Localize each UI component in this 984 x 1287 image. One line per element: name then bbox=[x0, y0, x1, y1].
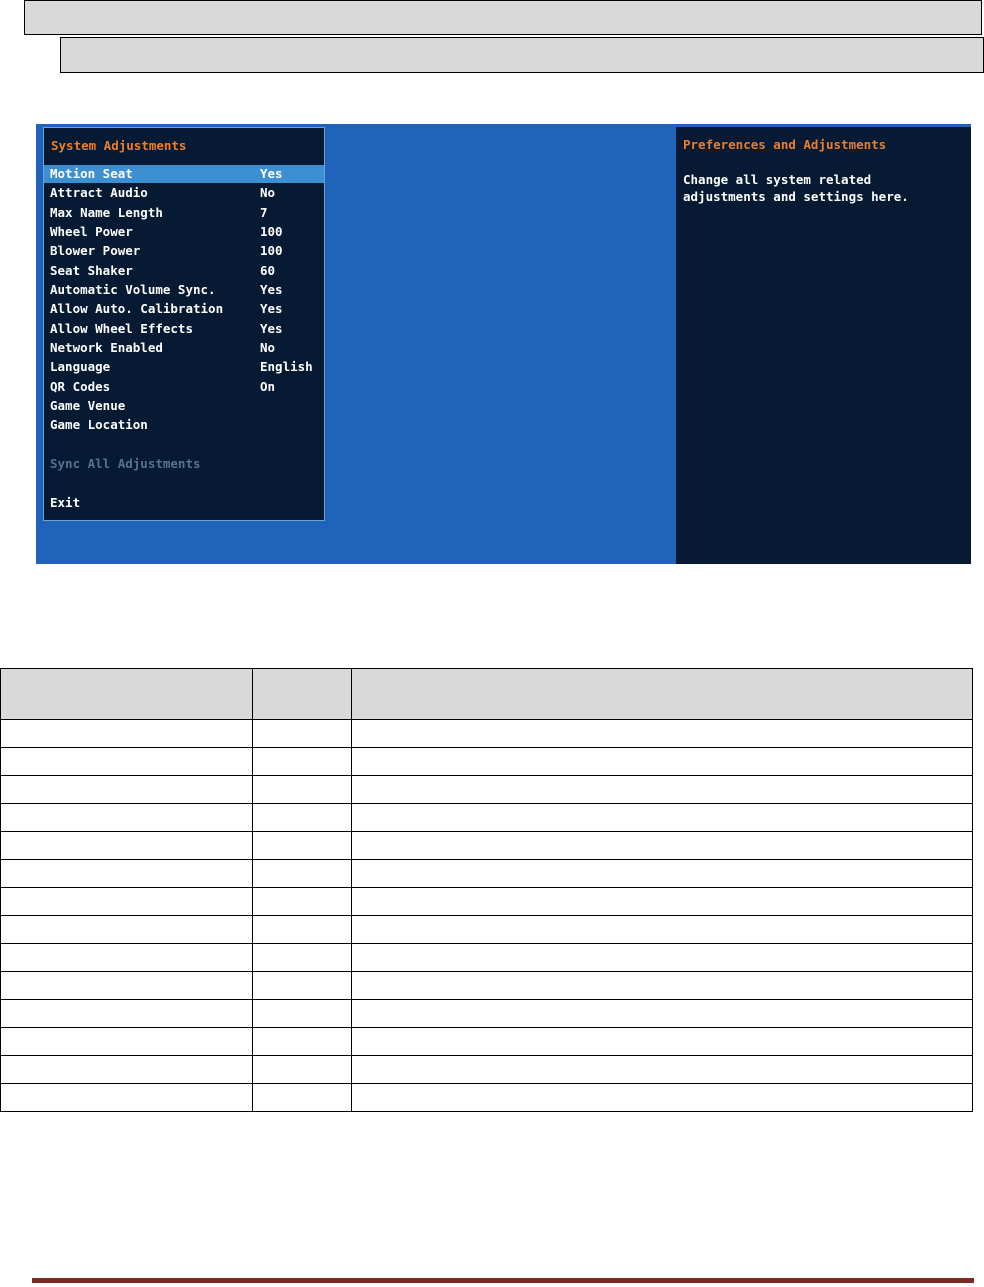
menu-item-value: No bbox=[260, 185, 276, 200]
table-row bbox=[1, 1056, 973, 1084]
menu-item-label: Network Enabled bbox=[50, 340, 163, 355]
menu-item-label: Attract Audio bbox=[50, 185, 148, 200]
menu-item-value: No bbox=[260, 340, 276, 355]
menu-item-label: Wheel Power bbox=[50, 224, 133, 239]
table-header-cell bbox=[352, 669, 973, 720]
menu-item-game-location[interactable] bbox=[44, 416, 324, 434]
menu-item-label: Motion Seat bbox=[50, 166, 133, 181]
menu-item-motion-seat[interactable] bbox=[44, 165, 324, 183]
document-subheader-bar bbox=[60, 37, 984, 73]
table-row bbox=[1, 1084, 973, 1112]
menu-item-value: 100 bbox=[260, 224, 283, 239]
menu-item-value: Yes bbox=[260, 301, 283, 316]
menu-item-wheel-power[interactable] bbox=[44, 223, 324, 241]
menu-item-network-enabled[interactable] bbox=[44, 339, 324, 357]
footer-divider bbox=[32, 1278, 974, 1283]
menu-item-sync-all-adjustments bbox=[44, 455, 324, 473]
table-row bbox=[1, 972, 973, 1000]
menu-item-attract-audio[interactable] bbox=[44, 184, 324, 202]
table-header-row bbox=[1, 669, 973, 720]
menu-item-label: Allow Auto. Calibration bbox=[50, 301, 224, 316]
table-row bbox=[1, 832, 973, 860]
table-row bbox=[1, 804, 973, 832]
table-row bbox=[1, 916, 973, 944]
menu-item-language[interactable] bbox=[44, 358, 324, 376]
menu-item-label: Exit bbox=[50, 495, 81, 510]
menu-item-label: Language bbox=[50, 359, 111, 374]
table-row bbox=[1, 944, 973, 972]
game-settings-screen bbox=[36, 124, 971, 564]
menu-item-value: Yes bbox=[260, 282, 283, 297]
table-row bbox=[1, 888, 973, 916]
table-row bbox=[1, 720, 973, 748]
menu-item-blower-power[interactable] bbox=[44, 242, 324, 260]
menu-item-label: Max Name Length bbox=[50, 205, 163, 220]
menu-item-max-name-length[interactable] bbox=[44, 204, 324, 222]
menu-item-allow-wheel-effects[interactable] bbox=[44, 320, 324, 338]
adjustments-table bbox=[0, 668, 973, 1112]
menu-item-label: Seat Shaker bbox=[50, 263, 133, 278]
document-header-bar bbox=[24, 0, 982, 35]
menu-item-value: 7 bbox=[260, 205, 268, 220]
menu-item-value: 100 bbox=[260, 243, 283, 258]
menu-item-label: Game Location bbox=[50, 417, 148, 432]
menu-item-game-venue[interactable] bbox=[44, 397, 324, 415]
menu-item-label: Allow Wheel Effects bbox=[50, 321, 193, 336]
menu-item-qr-codes[interactable] bbox=[44, 378, 324, 396]
menu-item-allow-auto-calibration[interactable] bbox=[44, 300, 324, 318]
menu-item-value: On bbox=[260, 379, 276, 394]
menu-item-value: Yes bbox=[260, 321, 283, 336]
table-header-cell bbox=[253, 669, 352, 720]
table-header-cell bbox=[1, 669, 253, 720]
system-adjustments-menu bbox=[43, 127, 325, 521]
menu-item-value: Yes bbox=[260, 166, 283, 181]
menu-item-label: Game Venue bbox=[50, 398, 126, 413]
menu-title: System Adjustments bbox=[51, 138, 187, 153]
menu-item-exit[interactable] bbox=[44, 494, 324, 512]
info-description: Change all system related adjustments and settings here. bbox=[683, 172, 909, 204]
menu-item-label: QR Codes bbox=[50, 379, 111, 394]
table-row bbox=[1, 1028, 973, 1056]
menu-item-value: 60 bbox=[260, 263, 276, 278]
menu-item-seat-shaker[interactable] bbox=[44, 262, 324, 280]
info-title: Preferences and Adjustments bbox=[683, 137, 887, 152]
menu-item-label: Sync All Adjustments bbox=[50, 456, 201, 471]
menu-item-label: Automatic Volume Sync. bbox=[50, 282, 216, 297]
table-row bbox=[1, 860, 973, 888]
table-row bbox=[1, 776, 973, 804]
menu-item-label: Blower Power bbox=[50, 243, 141, 258]
table-row bbox=[1, 748, 973, 776]
menu-item-automatic-volume-sync[interactable] bbox=[44, 281, 324, 299]
table-row bbox=[1, 1000, 973, 1028]
menu-item-value: English bbox=[260, 359, 313, 374]
preferences-info-panel bbox=[676, 127, 971, 564]
